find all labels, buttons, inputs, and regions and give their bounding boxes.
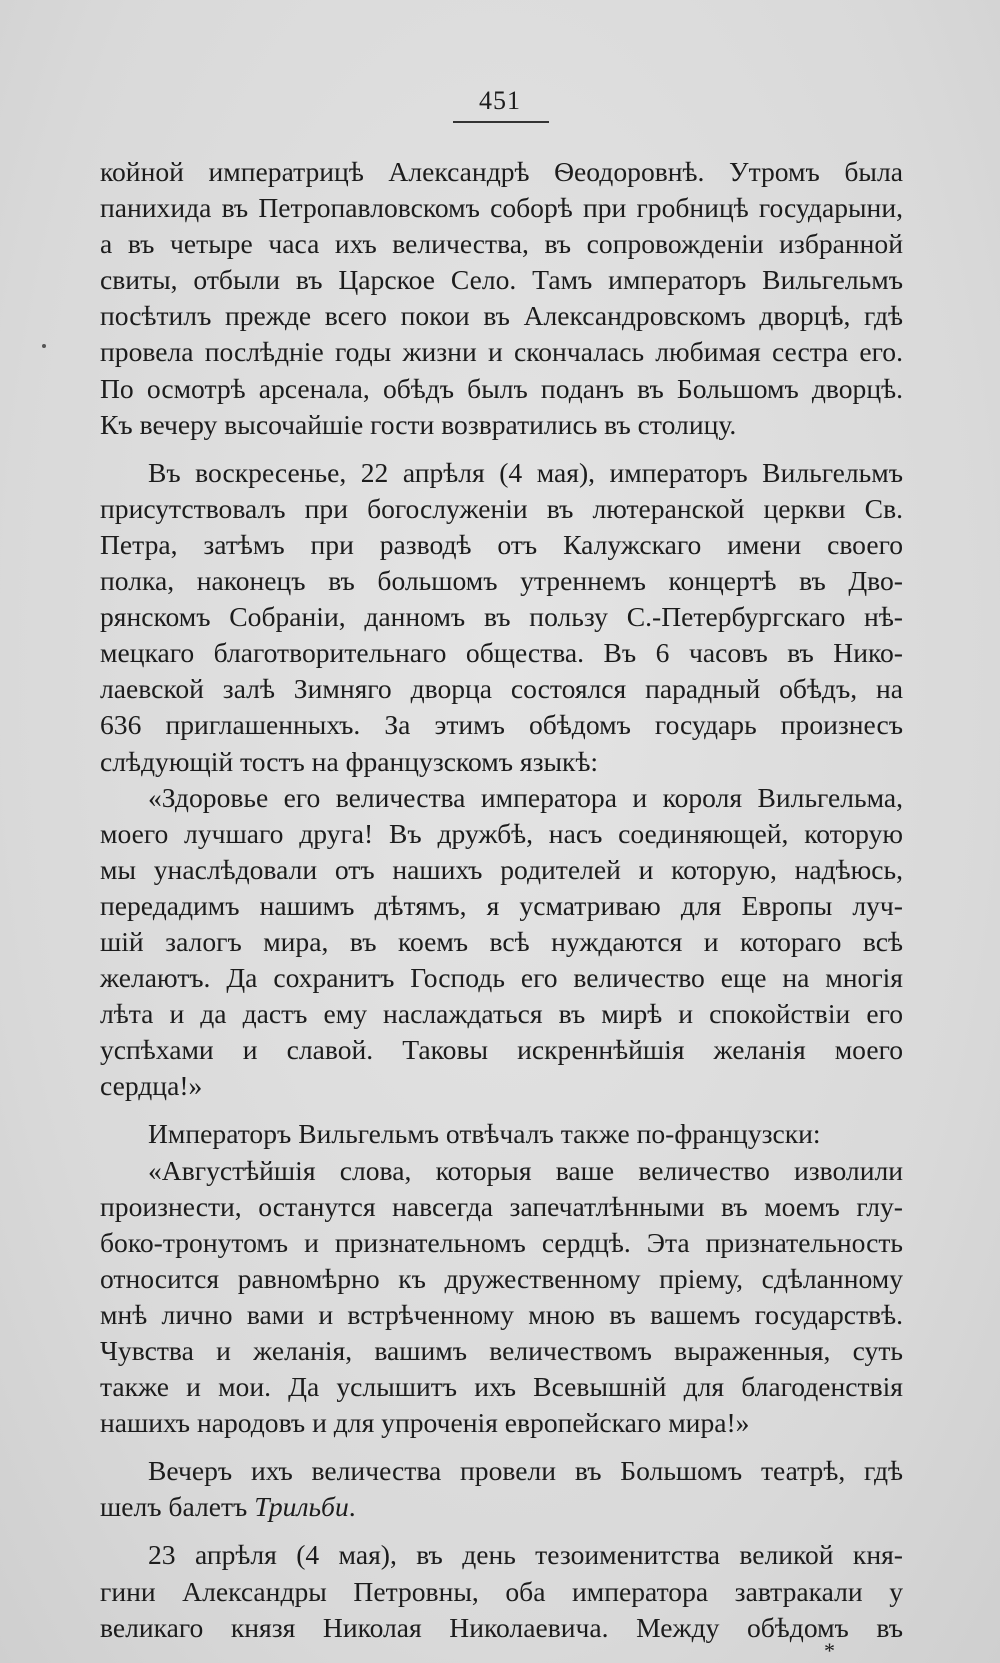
text-line: провела послѣдніе годы жизни и скончалась любимая сестра его. xyxy=(100,336,903,368)
text-line: мецкаго благотворительнаго общества. Въ 6 часовъ въ Нико- xyxy=(100,637,903,669)
text-line: гини Александры Петровны, оба императора завтракали у xyxy=(100,1575,903,1607)
text-line: шій залогъ мира, въ коемъ всѣ нуждаются и котораго всѣ xyxy=(100,925,903,957)
text-line: «Здоровье его величества императора и короля Вильгельма, xyxy=(148,781,903,813)
text-line: Въ воскресенье, 22 апрѣля (4 мая), императоръ Вильгельмъ xyxy=(148,456,903,488)
text-line: великаго князя Николая Николаевича. Между обѣдомъ въ xyxy=(100,1611,903,1643)
text-line: полка, наконецъ въ большомъ утреннемъ концертѣ въ Дво- xyxy=(100,565,903,597)
text-line: койной императрицѣ Александрѣ Ѳеодоровнѣ. Утромъ была xyxy=(100,156,903,187)
text-line: Императоръ Вильгельмъ отвѣчалъ также по-французски: xyxy=(148,1118,821,1150)
text-line: Къ вечеру высочайшіе гости возвратились въ столицу. xyxy=(100,408,737,440)
text-line: Вечеръ ихъ величества провели въ Большомъ театрѣ, гдѣ xyxy=(148,1455,903,1487)
text-line: относится равномѣрно къ дружественному пріему, сдѣланному xyxy=(100,1262,903,1294)
text-line: посѣтилъ прежде всего покои въ Александровскомъ дворцѣ, гдѣ xyxy=(100,300,903,332)
text-line: также и мои. Да услышитъ ихъ Всевышній для благоденствія xyxy=(100,1371,903,1403)
text-line: лѣта и да дастъ ему наслаждаться въ мирѣ и спокойствіи его xyxy=(100,998,903,1030)
text-line: боко-тронутомъ и признательномъ сердцѣ. Эта признательность xyxy=(100,1226,903,1258)
text-line: По осмотрѣ арсенала, обѣдъ былъ поданъ въ Большомъ дворцѣ. xyxy=(100,372,903,404)
text-line: моего лучшаго друга! Въ дружбѣ, насъ соединяющей, которую xyxy=(100,817,903,849)
text-line: мы унаслѣдовали отъ нашихъ родителей и которую, надѣюсь, xyxy=(100,853,903,885)
text-line: нашихъ народовъ и для упроченія европейскаго мира!» xyxy=(100,1407,750,1439)
text-line: «Августѣйшія слова, которыя ваше величество изволили xyxy=(148,1154,903,1186)
text-line: 636 приглашенныхъ. За этимъ обѣдомъ государь произнесъ xyxy=(100,709,903,741)
text-line: сердца!» xyxy=(100,1070,203,1102)
ink-speck xyxy=(42,344,46,348)
text-line: слѣдующій тостъ на французскомъ языкѣ: xyxy=(100,745,599,777)
page-number: 451 xyxy=(479,86,521,115)
text-line: рянскомъ Собраніи, данномъ въ пользу С.-Петербургскаго нѣ- xyxy=(100,601,903,633)
text-line: а въ четыре часа ихъ величества, въ сопровожденіи избранной xyxy=(100,228,903,260)
text-line: панихида въ Петропавловскомъ соборѣ при гробницѣ государыни, xyxy=(100,192,903,224)
text-line: желаютъ. Да сохранитъ Господь его величество еще на многія xyxy=(100,962,903,994)
text-line: шелъ балетъ Трильби. xyxy=(100,1491,356,1523)
signature-mark: * xyxy=(824,1638,835,1663)
text-line: успѣхами и славой. Таковы искреннѣйшія желанія моего xyxy=(100,1034,903,1066)
text-line: произнести, останутся навсегда запечатлѣнными въ моемъ глу- xyxy=(100,1190,903,1222)
body-text xyxy=(100,154,903,1646)
text-line: присутствовалъ при богослуженіи въ лютеранской церкви Св. xyxy=(100,492,903,524)
text-line: 23 апрѣля (4 мая), въ день тезоименитства великой кня- xyxy=(148,1539,903,1571)
text-line: передадимъ нашимъ дѣтямъ, я усматриваю для Европы луч- xyxy=(100,889,903,921)
header-rule xyxy=(453,121,549,123)
text-line: мнѣ лично вами и встрѣченному мною въ вашемъ государствѣ. xyxy=(100,1298,903,1330)
text-line: лаевской залѣ Зимняго дворца состоялся парадный обѣдъ, на xyxy=(100,673,903,705)
text-line: свиты, отбыли въ Царское Село. Тамъ императоръ Вильгельмъ xyxy=(100,264,903,296)
text-line: Петра, затѣмъ при разводѣ отъ Калужскаго имени своего xyxy=(100,528,903,560)
text-line: Чувства и желанія, вашимъ величествомъ выраженныя, суть xyxy=(100,1335,903,1366)
